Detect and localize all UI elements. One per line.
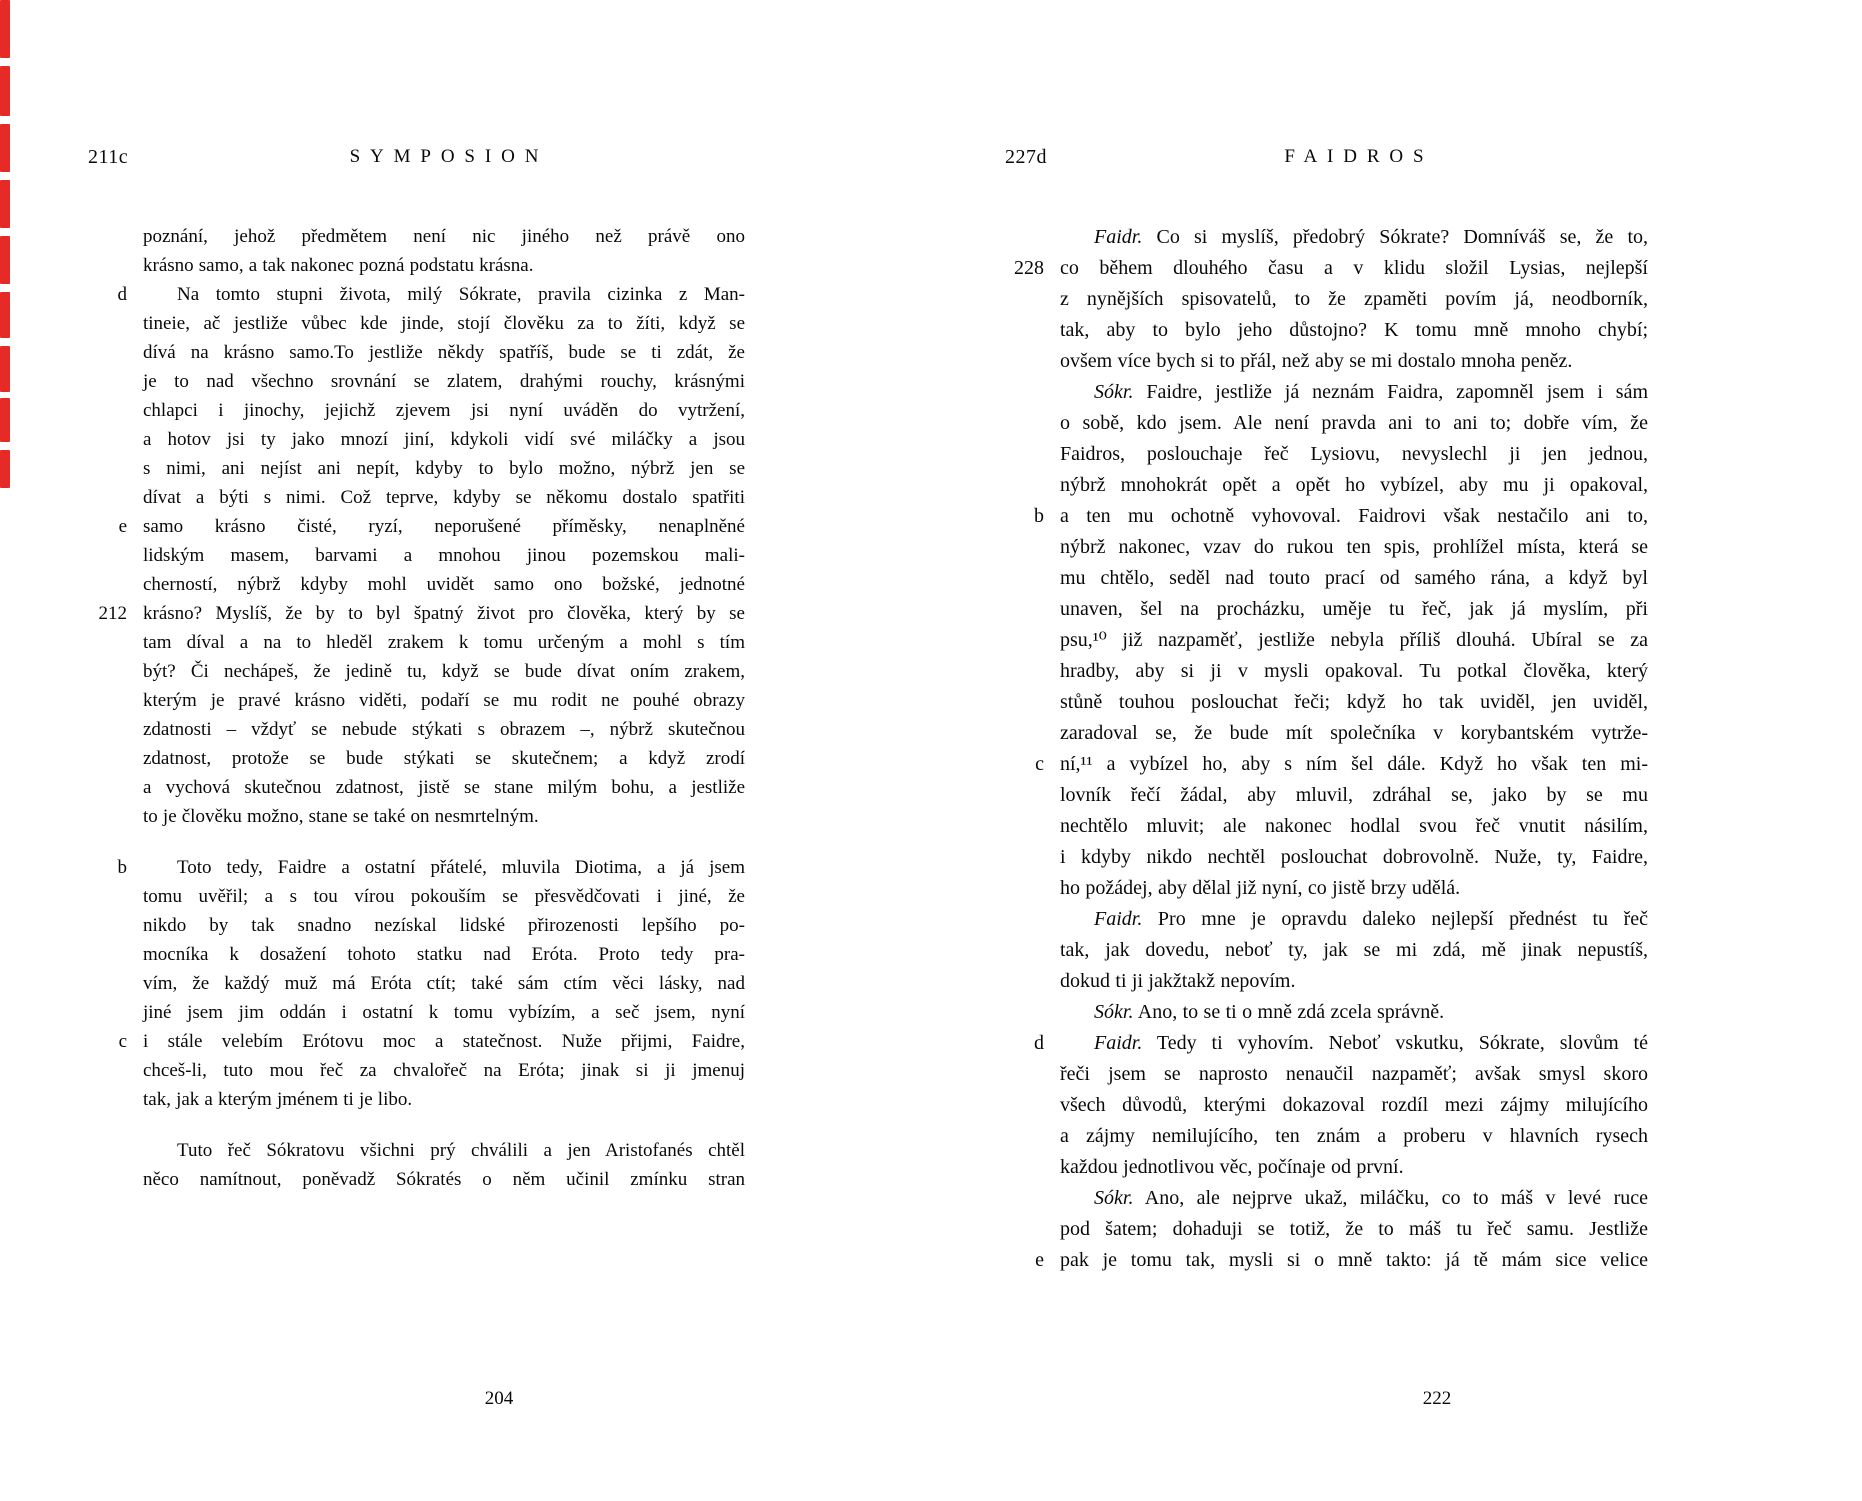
speaker-label: Sókr. [1094,1001,1134,1023]
text-line [1060,656,1648,687]
text-line [143,425,745,454]
line-text: Toto tedy, Faidre a ostatní přátelé, mluvila Diotima, a já jsem [177,857,745,878]
line-text: něco namítnout, poněvadž Sókratés o něm učinil zmínku stran [143,1169,745,1190]
text-line [1060,1059,1648,1090]
text-line [117,280,745,309]
line-text: tomu uvěřil; a s tou vírou pokouším se přesvědčovati i jiné, že [143,886,745,907]
text-line [143,657,745,686]
text-line [143,541,745,570]
text-line [143,998,745,1027]
text-line [143,454,745,483]
text-line [143,251,745,280]
line-text: lovník řečí žádal, aby mluvil, zdráhal se, jako by se mu [1060,784,1648,806]
line-text: pod šatem; dohaduji se totiž, že to máš tu řeč samu. Jestliže [1060,1218,1648,1240]
red-edge-dash [0,398,10,442]
page-body [1014,222,1648,1276]
text-line [1060,346,1648,377]
line-text: zaradoval se, že bude mít společníka v korybantském vytrže- [1060,722,1648,744]
text-line [1060,811,1648,842]
text-line [1060,284,1648,315]
text-line [143,940,745,969]
line-text: řeči jsem se naprosto nenaučil nazpaměť; avšak smysl skoro [1060,1063,1648,1085]
line-text: kterým je pravé krásno viděti, podaří se mu rodit ne pouhé obrazy [143,690,745,711]
text-line [143,1165,745,1194]
line-text: dívat a býti s nimi. Což teprve, kdyby se někomu dostalo spatřiti [143,487,745,508]
text-line [118,1027,745,1056]
text-line [1060,532,1648,563]
line-text: s nimi, ani nejíst ani nepít, kdyby to bylo možno, nýbrž jen se [143,458,745,479]
text-line [143,396,745,425]
line-text: Na tomto stupni života, milý Sókrate, pravila cizinka z Man- [177,284,745,305]
red-edge-dash [0,124,10,172]
page-number: 204 [484,1388,514,1409]
line-text: Tuto řeč Sókratovu všichni prý chválili a jen Aristofanés chtěl [177,1140,745,1161]
line-text: nýbrž nakonec, vzav do rukou ten spis, prohlížel místa, která se [1060,536,1648,558]
text-line [118,512,745,541]
line-text: zdatnosti – vždyť se nebude stýkati s obrazem –, nýbrž skutečnou [143,719,745,740]
text-line [1060,315,1648,346]
text-line [1014,253,1648,284]
line-text: ho požádej, aby dělal již nyní, co jistě brzy udělá. [1060,877,1461,899]
text-line [143,715,745,744]
text-line [143,309,745,338]
line-text: cherností, nýbrž kdyby mohl uvidět samo ono božské, jednotné [143,574,745,595]
line-text: z nynějších spisovatelů, to že zpaměti povím já, neodborník, [1060,288,1648,310]
line-text: nýbrž mnohokrát opět a opět ho vybízel, aby mu ji opakoval, [1060,474,1648,496]
text-line [1060,966,1648,997]
text-line [117,853,745,882]
line-text: Sókr. Ano, ale nejprve ukaž, miláčku, co to máš v levé ruce [1094,1187,1648,1209]
page-header [88,146,745,172]
speaker-label: Faidr. [1094,1032,1143,1054]
text-line [1060,1183,1648,1214]
page-body [98,222,745,1194]
red-edge-dash [0,180,10,228]
line-text: hradby, aby si ji v mysli opakoval. Tu potkal člověka, který [1060,660,1648,682]
text-line [143,882,745,911]
line-text: jiné jsem jim oddán i ostatní k tomu vybízím, a seč jsem, nyní [143,1002,745,1023]
line-text: o sobě, kdo jsem. Ale není pravda ani to ani to; dobře vím, že [1060,412,1648,434]
line-text: krásno? Myslíš, že by to byl špatný život pro člověka, který by se [143,603,745,624]
red-edge-dash [0,450,10,488]
line-text: poznání, jehož předmětem není nic jiného než právě ono [143,226,745,247]
line-text: ovšem více bych si to přál, než aby se mi dostalo mnoha peněz. [1060,350,1573,372]
line-text: a hotov jsi ty jako mnozí jiní, kdykoli vidí své miláčky a jsou [143,429,745,450]
line-text: pak je tomu tak, mysli si o mně takto: já tě mám sice velice [1060,1249,1648,1271]
text-line [143,773,745,802]
stephanus-margin-label: d [1034,1032,1044,1054]
text-line [1060,1214,1648,1245]
stephanus-page-ref: 227d [1005,146,1047,168]
text-line [1060,1090,1648,1121]
stephanus-margin-label: 228 [1014,257,1044,279]
page-left-symposion [88,0,745,1501]
text-line [143,744,745,773]
line-text: mocníka k dosažení tohoto statku nad Eróta. Proto tedy pra- [143,944,745,965]
line-text: nechtělo mluvit; ale nakonec hodlal svou řeč vnutit násilím, [1060,815,1648,837]
text-line [143,911,745,940]
line-text: stůně touhou poslouchat řeči; když ho tak uviděl, jen uviděl, [1060,691,1648,713]
speaker-label: Sókr. [1094,1187,1134,1209]
stephanus-margin-label: c [118,1031,127,1052]
text-line [143,367,745,396]
text-line [1060,842,1648,873]
line-text: Faidr. Tedy ti vyhovím. Neboť vskutku, Sókrate, slovům té [1094,1032,1648,1054]
stephanus-margin-label: b [1034,505,1044,527]
line-text: tak, jak a kterým jménem ti je libo. [143,1089,413,1110]
text-line [1060,563,1648,594]
speaker-label: Sókr. [1094,381,1134,403]
line-text: i stále velebím Erótovu moc a statečnost. Nuže přijmi, Faidre, [143,1031,745,1052]
line-text: tak, jak dovedu, neboť ty, jak se mi zdá, mě jinak nepustíš, [1060,939,1648,961]
page-right-faidros [1005,0,1648,1501]
text-line [98,599,745,628]
text-line [143,1136,745,1165]
text-line [1060,594,1648,625]
text-line [1060,935,1648,966]
paragraph-gap [143,831,745,853]
line-text: je to nad všechno srovnání se zlatem, drahými rouchy, krásnými [143,371,745,392]
line-text: Faidros, poslouchaje řeč Lysiovu, nevyslechl ji jen jednou, [1060,443,1648,465]
line-text: všech důvodů, kterými dokazoval rozdíl mezi zájmy milujícího [1060,1094,1648,1116]
line-text: být? Či nechápeš, že jedině tu, když se bude dívat oním zrakem, [143,661,745,682]
speaker-label: Faidr. [1094,908,1143,930]
speaker-label: Faidr. [1094,226,1143,248]
stephanus-margin-label: 212 [98,603,127,624]
stephanus-margin-label: c [1035,753,1044,775]
line-text: psu,¹⁰ již nazpaměť, jestliže nebyla příliš dlouhá. Ubíral se za [1060,629,1648,651]
text-line [1060,997,1648,1028]
running-title: FAIDROS [1284,146,1434,167]
text-line [143,628,745,657]
line-text: vím, že každý muž má Eróta ctít; také sám ctím věci lásky, nad [143,973,745,994]
stephanus-margin-label: b [117,857,127,878]
text-line [1060,377,1648,408]
line-text: samo krásno čisté, ryzí, neporušené příměsky, nenaplněné [143,516,745,537]
text-line [1034,501,1648,532]
page-number: 222 [1422,1388,1452,1409]
line-text: Sókr. Faidre, jestliže já neznám Faidra, zapomněl jsem i sám [1094,381,1648,403]
red-edge-dash [0,66,10,116]
line-text: i kdyby nikdo nechtěl poslouchat dobrovolně. Nuže, ty, Faidre, [1060,846,1648,868]
scan-edge-marks [0,0,14,520]
line-text: nikdo by tak snadno nezískal lidské přirozenosti lepšího po- [143,915,745,936]
line-text: Sókr. Ano, to se ti o mně zdá zcela správně. [1094,1001,1445,1023]
text-line [1060,222,1648,253]
red-edge-dash [0,292,10,338]
line-text: chlapci i jinochy, jejichž zjevem jsi nyní uváděn do vytržení, [143,400,745,421]
text-line [143,570,745,599]
text-line [1060,904,1648,935]
page-header [1005,146,1648,172]
text-line [1060,408,1648,439]
text-line [1060,439,1648,470]
text-line [1060,470,1648,501]
text-line [1060,873,1648,904]
line-text: ní,¹¹ a vybízel ho, aby s ním šel dále. Když ho však ten mi- [1060,753,1648,775]
line-text: Faidr. Co si myslíš, předobrý Sókrate? Domníváš se, že to, [1094,226,1648,248]
line-text: mu chtělo, seděl nad touto prací od samého rána, a když byl [1060,567,1648,589]
line-text: dokud ti ji jakžtakž nepovím. [1060,970,1296,992]
line-text: Faidr. Pro mne je opravdu daleko nejlepší přednést tu řeč [1094,908,1648,930]
line-text: a ten mu ochotně vyhovoval. Faidrovi však nestačilo ani to, [1060,505,1648,527]
line-text: tineie, ač jestliže vůbec kde jinde, stojí člověku za to žíti, když se [143,313,745,334]
stephanus-margin-label: e [1035,1249,1044,1271]
text-line [1060,625,1648,656]
text-line [143,222,745,251]
text-line [143,1085,745,1114]
line-text: tam díval a na to hleděl zrakem k tomu určeným a mohl s tím [143,632,745,653]
line-text: unaven, šel na procházku, uměje tu řeč, jak já myslím, při [1060,598,1648,620]
line-text: a zájmy nemilujícího, ten znám a proberu v hlavních rysech [1060,1125,1648,1147]
text-line [1060,718,1648,749]
text-line [143,1056,745,1085]
text-line [1060,1121,1648,1152]
line-text: zdatnost, protože se bude stýkati se skutečnem; a když zrodí [143,748,745,769]
text-line [1034,1028,1648,1059]
line-text: co během dlouhého času a v klidu složil Lysias, nejlepší [1060,257,1648,279]
text-line [143,338,745,367]
line-text: každou jednotlivou věc, počínaje od první. [1060,1156,1404,1178]
running-title: SYMPOSION [349,146,549,167]
text-line [1060,687,1648,718]
text-line [143,483,745,512]
stephanus-margin-label: d [117,284,127,305]
red-edge-dash [0,0,10,58]
red-edge-dash [0,236,10,284]
paragraph-gap [143,1114,745,1136]
line-text: tak, aby to bylo jeho důstojno? K tomu mně mnoho chybí; [1060,319,1648,341]
red-edge-dash [0,346,10,392]
line-text: to je člověku možno, stane se také on nesmrtelným. [143,806,539,827]
text-line [1035,749,1648,780]
text-line [143,802,745,831]
line-text: krásno samo, a tak nakonec pozná podstatu krásna. [143,255,534,276]
line-text: a vychová skutečnou zdatnost, jistě se stane milým bohu, a jestliže [143,777,745,798]
text-line [1035,1245,1648,1276]
line-text: dívá na krásno samo.To jestliže někdy spatříš, bude se ti zdát, že [143,342,745,363]
line-text: lidským masem, barvami a mnohou jinou pozemskou mali- [143,545,745,566]
text-line [1060,780,1648,811]
stephanus-margin-label: e [118,516,127,537]
text-line [143,686,745,715]
line-text: chceš-li, tuto mou řeč za chvalořeč na Eróta; jinak si ji jmenuj [143,1060,745,1081]
stephanus-page-ref: 211c [88,146,129,168]
text-line [1060,1152,1648,1183]
text-line [143,969,745,998]
